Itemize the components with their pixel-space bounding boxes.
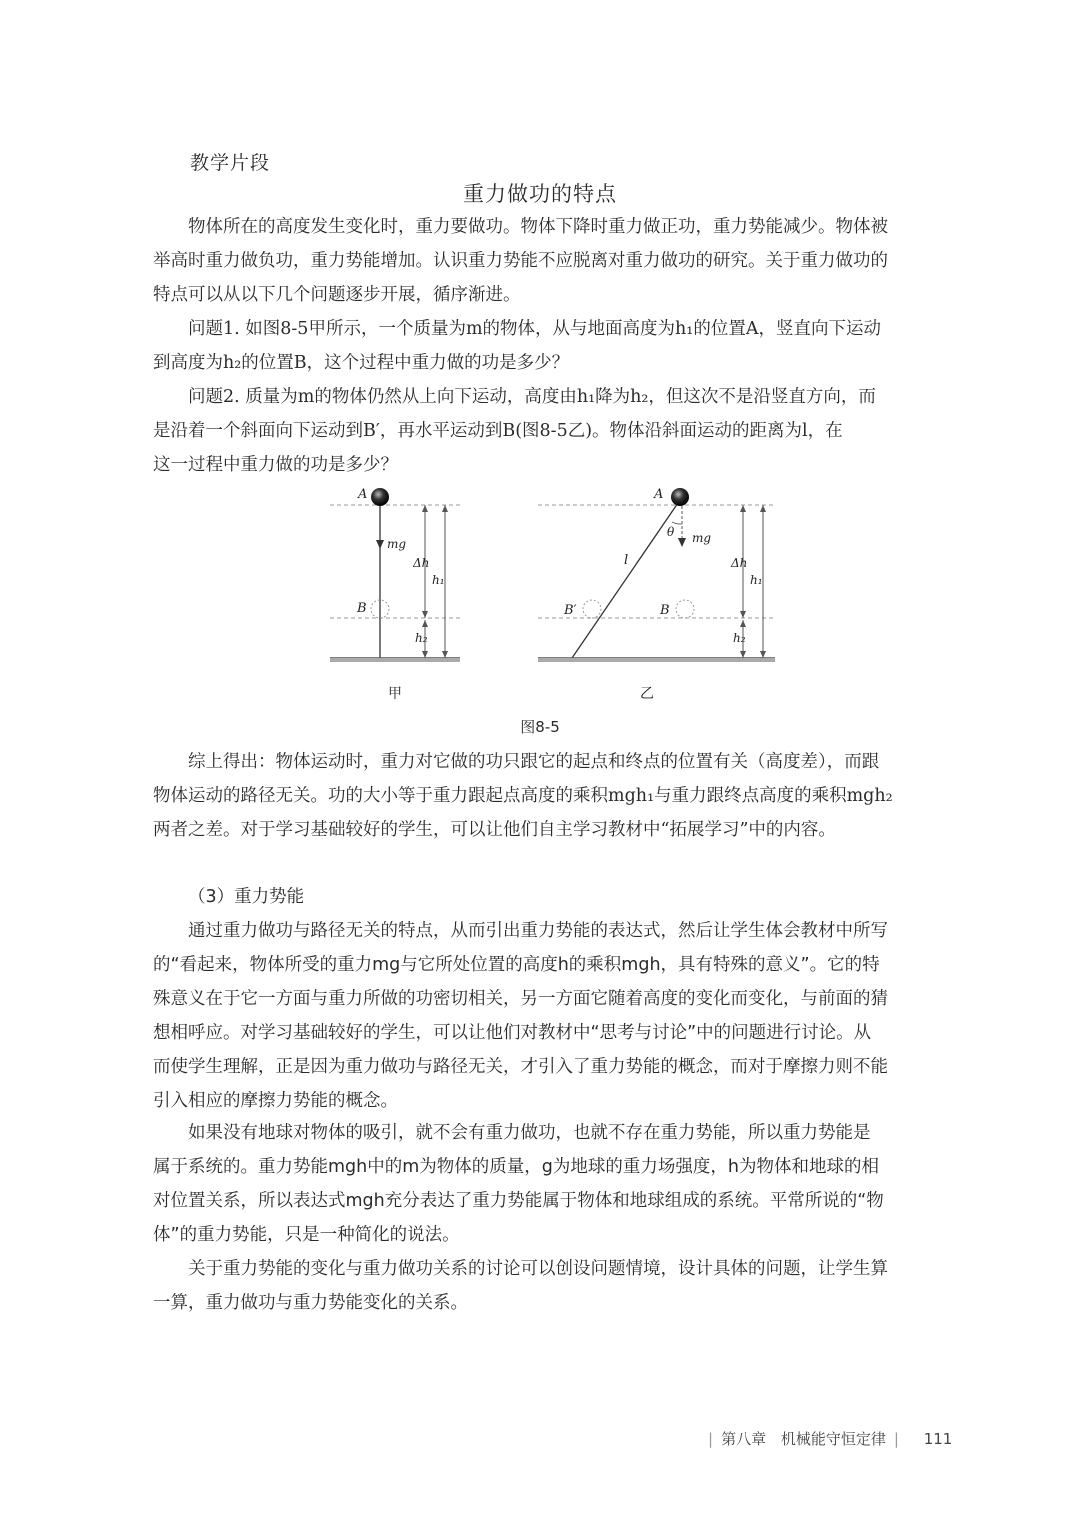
label-b: B: [357, 601, 367, 616]
label-a: A: [358, 487, 368, 502]
label-h1-right: h₁: [750, 573, 763, 587]
page-number: 111: [923, 1430, 953, 1448]
text-line: 到高度为h₂的位置B，这个过程中重力做的功是多少？: [153, 353, 570, 373]
text-line: 对位置关系，所以表达式mgh充分表达了重力势能属于物体和地球组成的系统。平常所说的“物: [153, 1191, 884, 1211]
label-h2: h₂: [415, 631, 428, 645]
text-line: 引入相应的摩擦力势能的概念。: [153, 1091, 398, 1111]
text-line: 特点可以从以下几个问题逐步开展，循序渐进。: [153, 285, 521, 305]
diagram-jia: [330, 487, 460, 702]
text-line: 问题1. 如图8-5甲所示，一个质量为m的物体，从与地面高度为h₁的位置A，竖直向下运动: [188, 319, 881, 339]
summary-paragraph: [153, 745, 953, 847]
ball-b-prime-outline: [583, 600, 601, 618]
label-h2-right: h₂: [733, 631, 746, 645]
label-a-right: A: [654, 487, 664, 502]
text-line: 想相呼应。对学习基础较好的学生，可以让他们对教材中“思考与讨论”中的问题进行讨论。从: [153, 1023, 872, 1043]
incline: [572, 500, 680, 658]
text-line: 举高时重力做负功，重力势能增加。认识重力势能不应脱离对重力做功的研究。关于重力做功的: [153, 251, 888, 271]
figure-caption: 图8-5: [520, 718, 560, 736]
text-line: 是沿着一个斜面向下运动到B′，再水平运动到B(图8-5乙)。物体沿斜面运动的距离为l，在: [153, 421, 843, 441]
arrow-down-icon: [376, 540, 384, 549]
text-line: 这一过程中重力做的功是多少？: [153, 455, 398, 475]
figure-8-5: [320, 480, 790, 730]
ball-a: [371, 488, 389, 506]
diagram-yi: [538, 487, 775, 702]
label-l: l: [624, 553, 629, 568]
paragraph-1: [153, 914, 953, 1118]
section-title: 重力做功的特点: [463, 182, 617, 206]
question-2-paragraph: [153, 380, 953, 482]
label-mg-right: mg: [692, 531, 712, 545]
text-line: 的“看起来，物体所受的重力mg与它所处位置的高度h的乘积mgh，具有特殊的意义”。它的特: [153, 955, 880, 975]
text-line: 问题2. 质量为m的物体仍然从上向下运动，高度由h₁降为h₂，但这次不是沿竖直方向，而: [188, 387, 876, 407]
ball-b-right-outline: [676, 600, 694, 618]
text-line: 体”的重力势能，只是一种简化的说法。: [153, 1225, 460, 1245]
text-line: 通过重力做功与路径无关的特点，从而引出重力势能的表达式，然后让学生体会教材中所写: [188, 921, 888, 941]
text-line: 一算，重力做功与重力势能变化的关系。: [153, 1293, 468, 1313]
text-line: 综上得出：物体运动时，重力对它做的功只跟它的起点和终点的位置有关（高度差），而跟: [188, 752, 880, 772]
question-1-paragraph: [153, 312, 953, 380]
subsection-heading: （3）重力势能: [188, 887, 305, 907]
label-mg: mg: [387, 537, 407, 551]
label-jia: 甲: [388, 686, 402, 702]
ball-a-right: [671, 488, 689, 506]
label-delta-h: Δh: [413, 556, 430, 570]
intro-paragraph: [153, 210, 953, 312]
text-line: 殊意义在于它一方面与重力所做的功密切相关，另一方面它随着高度的变化而变化，与前面的猜: [153, 989, 888, 1009]
label-delta-h-right: Δh: [731, 556, 748, 570]
label-b-right: B: [660, 603, 670, 618]
label-b-prime: B′: [564, 603, 577, 618]
text-line: 物体所在的高度发生变化时，重力要做功。物体下降时重力做正功，重力势能减少。物体被: [188, 217, 888, 237]
paragraph-3: [153, 1252, 953, 1320]
section-label: 教学片段: [190, 152, 271, 174]
paragraph-2: [153, 1116, 953, 1252]
page-footer: | 第八章 机械能守恒定律 | 111: [708, 1430, 953, 1448]
subsection-heading-block: [153, 880, 953, 914]
label-h1: h₁: [432, 573, 445, 587]
arrow-down-icon: [678, 538, 686, 547]
text-line: 物体运动的路径无关。功的大小等于重力跟起点高度的乘积mgh₁与重力跟终点高度的乘积mgh₂: [153, 786, 893, 806]
label-yi: 乙: [640, 686, 654, 702]
text-line: 两者之差。对于学习基础较好的学生，可以让他们自主学习教材中“拓展学习”中的内容。: [153, 820, 836, 840]
text-line: 关于重力势能的变化与重力做功关系的讨论可以创设问题情境，设计具体的问题，让学生算: [188, 1259, 888, 1279]
text-line: 属于系统的。重力势能mgh中的m为物体的质量，g为地球的重力场强度，h为物体和地球的相: [153, 1157, 879, 1177]
text-line: 而使学生理解，正是因为重力做功与路径无关，才引入了重力势能的概念，而对于摩擦力则不能: [153, 1057, 888, 1077]
label-theta: θ: [667, 525, 675, 539]
text-line: 如果没有地球对物体的吸引，就不会有重力做功，也就不存在重力势能，所以重力势能是: [188, 1123, 871, 1143]
footer-chapter: 第八章: [721, 1430, 767, 1448]
footer-chapter-title: 机械能守恒定律: [780, 1430, 886, 1448]
